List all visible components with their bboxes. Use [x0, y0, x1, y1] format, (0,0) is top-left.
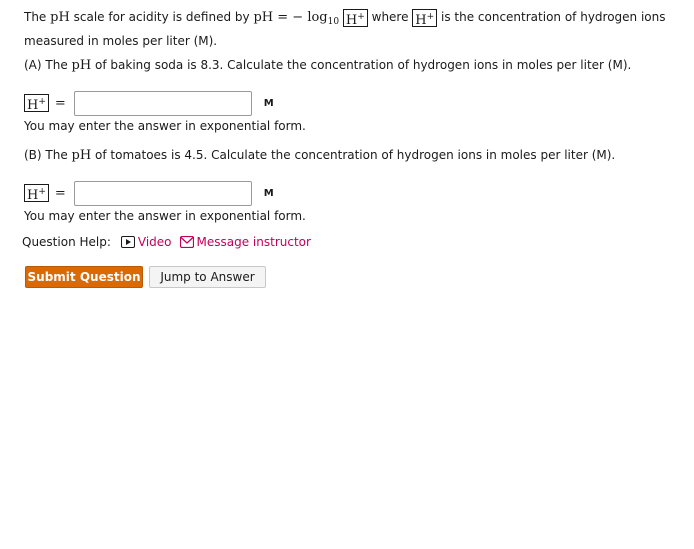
intro-where: where	[367, 10, 413, 24]
answer-b-equals: =	[54, 185, 66, 201]
answer-b-plus: +	[38, 187, 46, 197]
question-b-text	[24, 148, 615, 163]
question-b-ph: pH	[71, 148, 92, 163]
message-instructor-label: Message instructor	[196, 235, 311, 249]
intro-text	[24, 8, 674, 51]
answer-b-lhs	[24, 184, 74, 202]
question-b-body: of tomatoes is 4.5. Calculate the concentration of hydrogen ions in moles per liter (M).	[91, 148, 616, 162]
answer-a-hint: You may enter the answer in exponential form.	[24, 119, 306, 133]
answer-b-hint: You may enter the answer in exponential form.	[24, 209, 306, 223]
answer-b-unit: M	[263, 187, 274, 199]
video-link-label: Video	[137, 235, 172, 249]
submit-question-button[interactable]: Submit Question	[25, 266, 143, 288]
question-help-label: Question Help:	[22, 235, 111, 249]
answer-b-bracket	[24, 184, 49, 202]
intro-log-base: 10	[327, 17, 340, 27]
answer-a-equals: =	[54, 95, 66, 111]
answer-b-input[interactable]	[74, 181, 252, 206]
envelope-icon	[180, 236, 194, 248]
intro-prefix: The	[24, 10, 51, 24]
intro-h-ion-bracket-2	[412, 9, 437, 27]
question-a-body: of baking soda is 8.3. Calculate the concentration of hydrogen ions in moles per liter (M).	[91, 58, 632, 72]
intro-minus-log: − log	[292, 10, 328, 25]
answer-b-h: H	[27, 188, 39, 203]
answer-a-input[interactable]	[74, 91, 252, 116]
intro-ph-symbol: pH	[50, 10, 70, 25]
message-instructor-link[interactable]	[180, 235, 311, 249]
video-link[interactable]	[121, 235, 172, 249]
video-icon	[121, 236, 135, 248]
question-a-text	[24, 58, 631, 73]
intro-suffix: is the concentration of hydrogen ions measured in moles per liter (M).	[24, 10, 666, 48]
answer-a-bracket	[24, 94, 49, 112]
question-b-lead: (B) The	[24, 148, 72, 162]
answer-a-row	[24, 90, 274, 116]
intro-h-ion: H	[345, 13, 358, 28]
intro-h-plus-2: +	[426, 12, 435, 22]
question-help	[22, 235, 319, 249]
answer-a-plus: +	[38, 97, 46, 107]
question-a-lead: (A) The	[24, 58, 72, 72]
answer-a-lhs	[24, 94, 74, 112]
intro-equals: =	[273, 10, 293, 25]
intro-h-ion-2: H	[415, 13, 427, 28]
question-a-ph: pH	[71, 58, 92, 73]
intro-middle: scale for acidity is defined by	[69, 10, 254, 24]
answer-a-unit: M	[263, 97, 274, 109]
answer-b-row	[24, 180, 274, 206]
intro-equation-lhs: pH	[253, 10, 274, 25]
intro-h-ion-bracket	[343, 9, 368, 27]
answer-a-h: H	[27, 98, 39, 113]
jump-to-answer-button[interactable]: Jump to Answer	[149, 266, 266, 288]
intro-h-plus: +	[357, 12, 365, 22]
